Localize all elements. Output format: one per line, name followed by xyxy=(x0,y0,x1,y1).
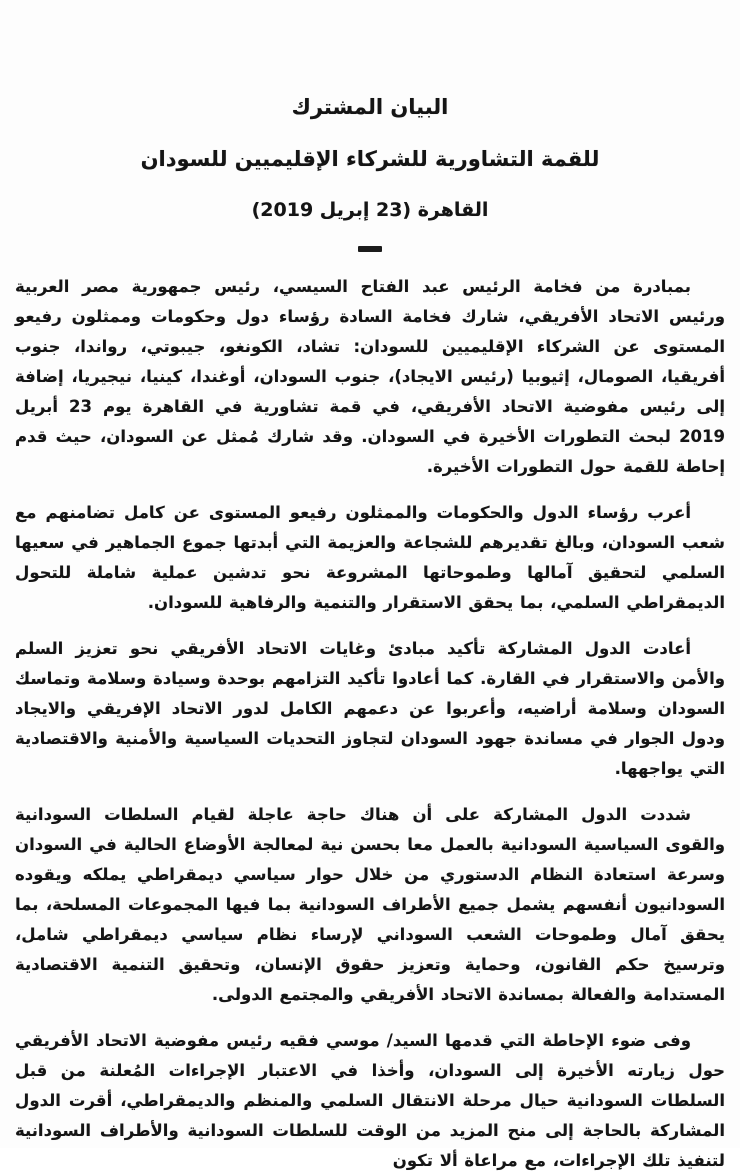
document-dateline: القاهرة (23 إبريل 2019) xyxy=(251,199,489,221)
paragraph-au-principles: أعادت الدول المشاركة تأكيد مبادئ وغايات الاتحاد الأفريقي نحو تعزيز السلم والأمن والاستقرار في القارة. كما أعادوا تأكيد التزامهم بوحدة وسيادة وسلامة وتماسك السودان وسلامة أراضيه، وأعربوا عن دعمهم الكامل لدور الاتحاد الإفريقي والايجاد ودول الجوار في مساندة جهود السودان لتجاوز التحديات السياسية والأمنية والاقتصادية التي يواجهها. xyxy=(15,639,725,778)
paragraph-solidarity: أعرب رؤساء الدول والحكومات والممثلون رفيعو المستوى عن كامل تضامنهم مع شعب السودان، وبالغ تقديرهم للشجاعة والعزيمة التي أبدتها جموع الجماهير في سعيها السلمي لتحقيق آمالها وطموحاتها المشروعة نحو تدشين عملية شاملة للتحول الديمقراطي السلمي، بما يحقق الاستقرار والتنمية والرفاهية للسودان. xyxy=(15,503,725,612)
document-body xyxy=(15,272,725,1176)
paragraph-urgent-need: شددت الدول المشاركة على أن هناك حاجة عاجلة لقيام السلطات السودانية والقوى السياسية السودانية بالعمل معا بحسن نية لمعالجة الأوضاع الحالية في السودان وسرعة استعادة النظام الدستوري من خلال حوار سياسي ديمقراطي يملكه ويقوده السودانيون أنفسهم يشمل جميع الأطراف السودانية بما فيها المجموعات المسلحة، بما يحقق آمال وطموحات الشعب السوداني لإرساء نظام سياسي ديمقراطي شامل، وترسيخ حكم القانون، وحماية وتعزيز حقوق الإنسان، وتحقيق التنمية الاقتصادية المستدامة والفعالة بمساندة الاتحاد الأفريقي والمجتمع الدولى. xyxy=(15,805,725,1004)
paragraph-initiative: بمبادرة من فخامة الرئيس عبد الفتاح السيسي، رئيس جمهورية مصر العربية ورئيس الاتحاد الأفريقي، شارك فخامة السادة رؤساء دول وحكومات وممثلون رفيعو المستوى عن الشركاء الإقليميين للسودان: تشاد، الكونغو، جيبوتي، رواندا، جنوب أفريقيا، الصومال، إثيوبيا (رئيس الايجاد)، جنوب السودان، أوغندا، كينيا، نيجيريا، إضافة إلى رئيس مفوضية الاتحاد الأفريقي، في قمة تشاورية في القاهرة يوم 23 أبريل 2019 لبحث التطورات الأخيرة في السودان. وقد شارك مُمثل عن السودان، حيث قدم إحاطة للقمة حول التطورات الأخيرة. xyxy=(15,277,725,476)
divider-dash xyxy=(358,246,382,252)
document-header xyxy=(15,94,725,252)
document-subtitle: للقمة التشاورية للشركاء الإقليميين للسودان xyxy=(140,147,600,171)
document-title: البيان المشترك xyxy=(291,95,449,119)
paragraph-briefing: وفى ضوء الإحاطة التي قدمها السيد/ موسي فقيه رئيس مفوضية الاتحاد الأفريقي حول زيارته الأخيرة إلى السودان، وأخذا في الاعتبار الإجراءات المُعلنة من قبل السلطات السودانية حيال مرحلة الانتقال السلمي والمنظم والديمقراطي، أقرت الدول المشاركة بالحاجة إلى منح المزيد من الوقت للسلطات السودانية والأطراف السودانية لتنفيذ تلك الإجراءات، مع مراعاة ألا تكون xyxy=(15,1031,725,1170)
